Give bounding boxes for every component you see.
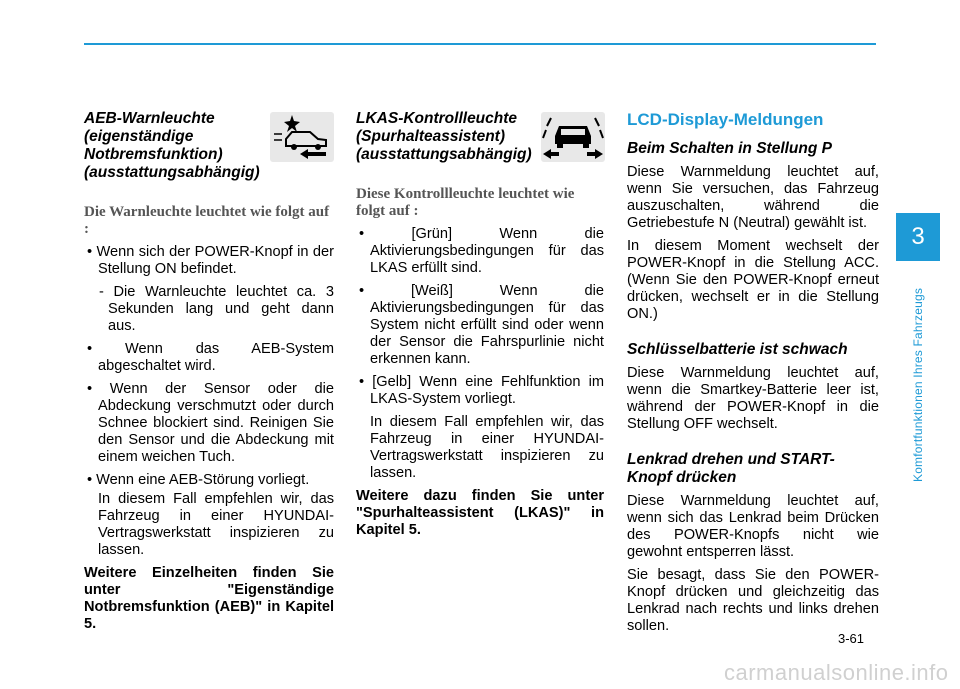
column-lcd-messages bbox=[627, 110, 879, 635]
page-number: 3-61 bbox=[838, 631, 865, 646]
steering-text-1: Diese Warnmeldung leuchtet auf, wenn sich das Lenkrad beim Drücken des POWER-Knopfs nicht wie gewohnt entsperren lässt. bbox=[627, 493, 879, 560]
aeb-reference: Weitere Einzelheiten finden Sie unter "Eigenständige Notbremsfunktion (AEB)" in Kapitel 5. bbox=[84, 565, 334, 632]
lkas-indicator-icon bbox=[541, 112, 605, 162]
heading-steering-start: Lenkrad drehen und START- Knopf drücken bbox=[627, 451, 835, 486]
heading-shift-p: Beim Schalten in Stellung P bbox=[627, 140, 832, 157]
aeb-subtitle: Die Warnleuchte leuchtet wie folgt auf : bbox=[84, 204, 330, 237]
watermark: carmanualsonline.info bbox=[724, 660, 949, 685]
lkas-bullet-white: • [Weiß] Wenn die Aktivierungsbedingungen für das System nicht erfüllt sind oder wenn der Sensor die Fahrspurlinie nicht erkennen kann. bbox=[359, 283, 604, 367]
aeb-bullet-1: • Wenn sich der POWER-Knopf in der Stellung ON befindet. bbox=[87, 244, 334, 277]
heading-key-battery: Schlüsselbatterie ist schwach bbox=[627, 341, 848, 358]
aeb-bullet-4-cont: In diesem Fall empfehlen wir, das Fahrzeug in einer HYUNDAI-Vertragswerkstatt inspizieren zu lassen. bbox=[98, 491, 334, 558]
chapter-label bbox=[895, 270, 941, 500]
aeb-title: AEB-Warnleuchte (eigenständige Notbremsfunktion) (ausstattungsabhängig) bbox=[84, 110, 260, 181]
lkas-bullet-yellow: • [Gelb] Wenn eine Fehlfunktion im LKAS-System vorliegt. bbox=[359, 374, 604, 407]
column-aeb bbox=[84, 110, 334, 633]
lkas-subtitle: Diese Kontrollleuchte leuchtet wie folgt auf : bbox=[356, 186, 575, 219]
lkas-bullet-green: • [Grün] Wenn die Aktivierungsbedingungen für das LKAS erfüllt sind. bbox=[359, 226, 604, 276]
shift-p-text-2: In diesem Moment wechselt der POWER-Knopf in die Stellung ACC. (Wenn Sie den POWER-Knopf erneut drücken, wechselt er in die Stellung ON.) bbox=[627, 238, 879, 322]
header-rule bbox=[84, 43, 876, 45]
lkas-reference: Weitere dazu finden Sie unter "Spurhalteassistent (LKAS)" in Kapitel 5. bbox=[356, 488, 604, 538]
lcd-section-title: LCD-Display-Meldungen bbox=[627, 110, 824, 129]
aeb-bullet-2: • Wenn das AEB-System abgeschaltet wird. bbox=[87, 341, 334, 374]
steering-text-2: Sie besagt, dass Sie den POWER-Knopf drücken und gleichzeitig das Lenkrad nach rechts und links drehen sollen. bbox=[627, 567, 879, 634]
lkas-title: LKAS-Kontrollleuchte (Spurhalteassistent) (ausstattungsabhängig) bbox=[356, 110, 532, 163]
aeb-bullet-4: • Wenn eine AEB-Störung vorliegt. bbox=[87, 472, 310, 488]
aeb-bullet-1-sub: - Die Warnleuchte leuchtet ca. 3 Sekunden lang und geht dann aus. bbox=[99, 284, 334, 334]
column-lkas bbox=[356, 110, 604, 539]
aeb-warning-icon bbox=[270, 112, 334, 162]
lkas-bullet-yellow-cont: In diesem Fall empfehlen wir, das Fahrzeug in einer HYUNDAI-Vertragswerkstatt inspizieren zu lassen. bbox=[370, 414, 604, 481]
aeb-bullet-3: • Wenn der Sensor oder die Abdeckung verschmutzt oder durch Schnee blockiert sind. Reinigen Sie den Sensor und die Abdeckung mit einem weichen Tuch. bbox=[87, 381, 334, 465]
shift-p-text-1: Diese Warnmeldung leuchtet auf, wenn Sie versuchen, das Fahrzeug auszuschalten, während die Getriebestufe N (Neutral) gewählt ist. bbox=[627, 164, 879, 231]
chapter-label-text: Komfortfunktionen Ihres Fahrzeugs bbox=[911, 287, 925, 483]
key-battery-text: Diese Warnmeldung leuchtet auf, wenn die Smartkey-Batterie leer ist, während der POWER-Knopf in die Stellung OFF wechselt. bbox=[627, 365, 879, 432]
chapter-tab: 3 bbox=[896, 213, 940, 261]
